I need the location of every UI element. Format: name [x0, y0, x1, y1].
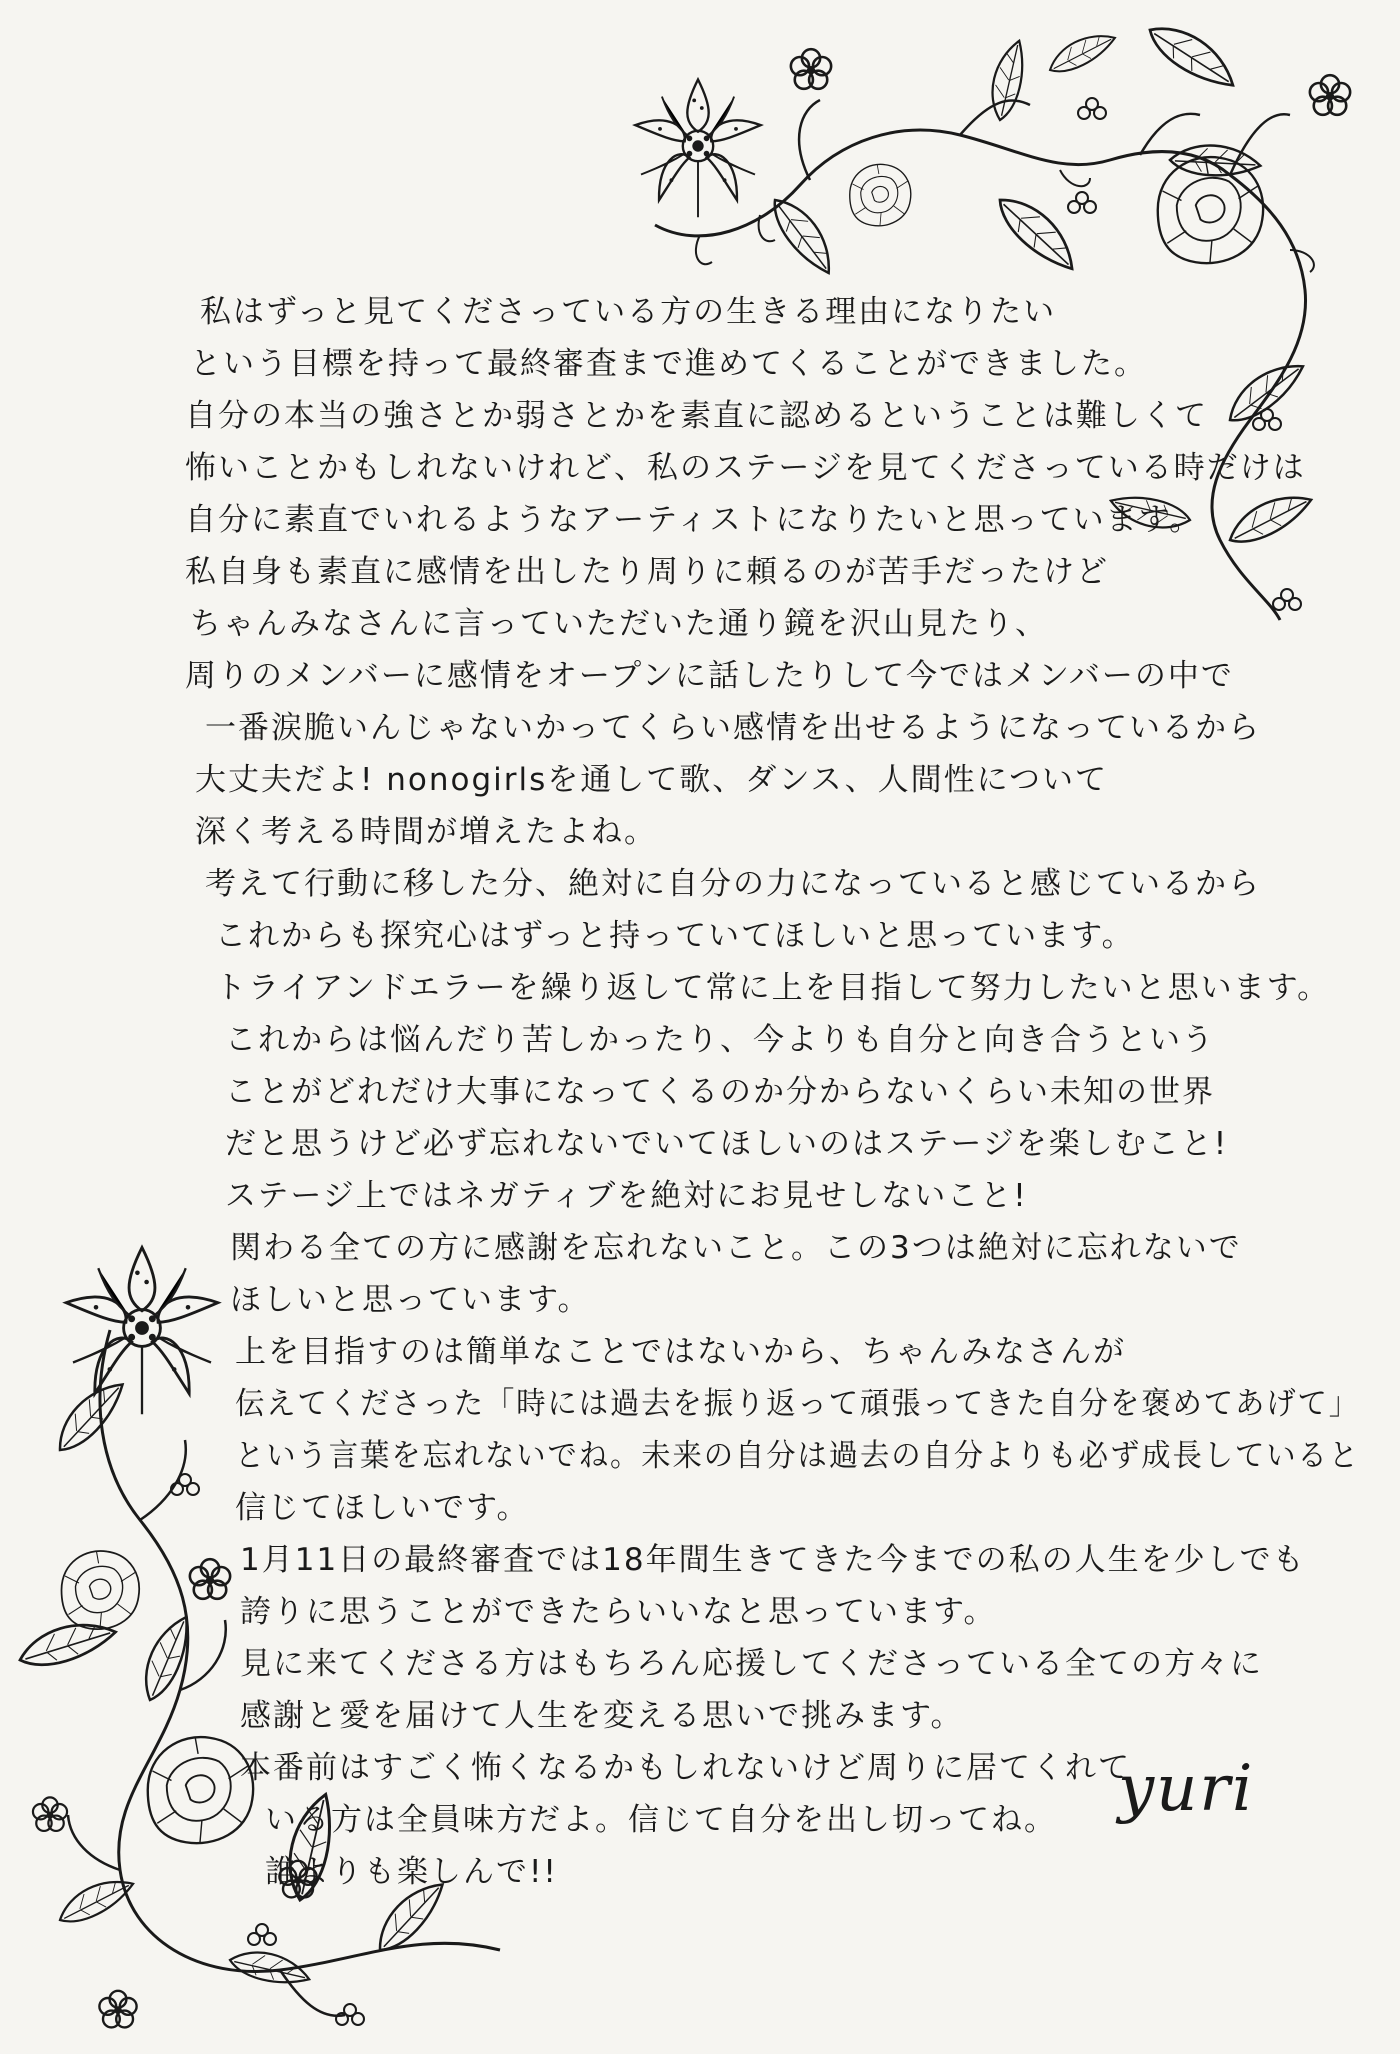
letter-line: 信じてほしいです。: [235, 1490, 530, 1526]
letter-line: 深く考える時間が増えたよね。: [195, 814, 657, 850]
letter-line: 大丈夫だよ! nonogirlsを通して歌、ダンス、人間性について: [195, 762, 1108, 798]
letter-line: トライアンドエラーを繰り返して常に上を目指して努力したいと思います。: [215, 970, 1331, 1006]
letter-line: 考えて行動に移した分、絶対に自分の力になっていると感じているから: [205, 866, 1261, 902]
letter-line: という目標を持って最終審査まで進めてくることができました。: [190, 346, 1147, 382]
letter-line: ほしいと思っています。: [230, 1282, 591, 1318]
letter-line: これからは悩んだり苦しかったり、今よりも自分と向き合うという: [225, 1022, 1215, 1058]
letter-line: ちゃんみなさんに言っていただいた通り鏡を沢山見たり、: [190, 606, 1048, 642]
letter-line: 誇りに思うことができたらいいなと思っています。: [240, 1594, 997, 1630]
letter-line: 感謝と愛を届けて人生を変える思いで挑みます。: [240, 1698, 964, 1734]
letter-line: 1月11日の最終審査では18年間生きてきた今までの私の人生を少しでも: [240, 1542, 1306, 1578]
letter-line: 周りのメンバーに感情をオープンに話したりして今ではメンバーの中で: [185, 658, 1234, 694]
letter-line: 怖いことかもしれないけれど、私のステージを見てくださっている時だけは: [185, 450, 1306, 486]
letter-line: だと思うけど必ず忘れないでいてほしいのはステージを楽しむこと!: [225, 1126, 1229, 1162]
letter-line: 誰よりも楽しんで!!: [265, 1854, 558, 1890]
letter-line: いる方は全員味方だよ。信じて自分を出し切ってね。: [265, 1802, 1057, 1838]
letter-line: 伝えてくださった「時には過去を振り返って頑張ってきた自分を褒めてあげて」: [235, 1386, 1361, 1422]
letter-line: 自分の本当の強さとか弱さとかを素直に認めるということは難しくて: [185, 398, 1208, 434]
letter-line: 自分に素直でいれるようなアーティストになりたいと思っています。: [185, 502, 1203, 538]
letter-line: 上を目指すのは簡単なことではないから、ちゃんみなさんが: [235, 1334, 1126, 1370]
letter-line: 本番前はすごく怖くなるかもしれないけど周りに居てくれて: [240, 1750, 1131, 1786]
letter-line: 私はずっと見てくださっている方の生きる理由になりたい: [200, 294, 1057, 330]
letter-line: 一番涙脆いんじゃないかってくらい感情を出せるようになっているから: [205, 710, 1261, 746]
letter-line: という言葉を忘れないでね。未来の自分は過去の自分よりも必ず成長していると: [235, 1438, 1361, 1474]
letter-line: 私自身も素直に感情を出したり周りに頼るのが苦手だったけど: [185, 554, 1109, 590]
letter-line: ことがどれだけ大事になってくるのか分からないくらい未知の世界: [225, 1074, 1215, 1110]
letter-line: 関わる全ての方に感謝を忘れないこと。この3つは絶対に忘れないで: [230, 1230, 1242, 1266]
letter-line: ステージ上ではネガティブを絶対にお見せしないこと!: [225, 1178, 1028, 1214]
letter-line: これからも探究心はずっと持っていてほしいと思っています。: [215, 918, 1135, 954]
letter-line: 見に来てくださる方はもちろん応援してくださっている全ての方々に: [240, 1646, 1263, 1682]
signature: yuri: [1118, 1752, 1255, 1826]
